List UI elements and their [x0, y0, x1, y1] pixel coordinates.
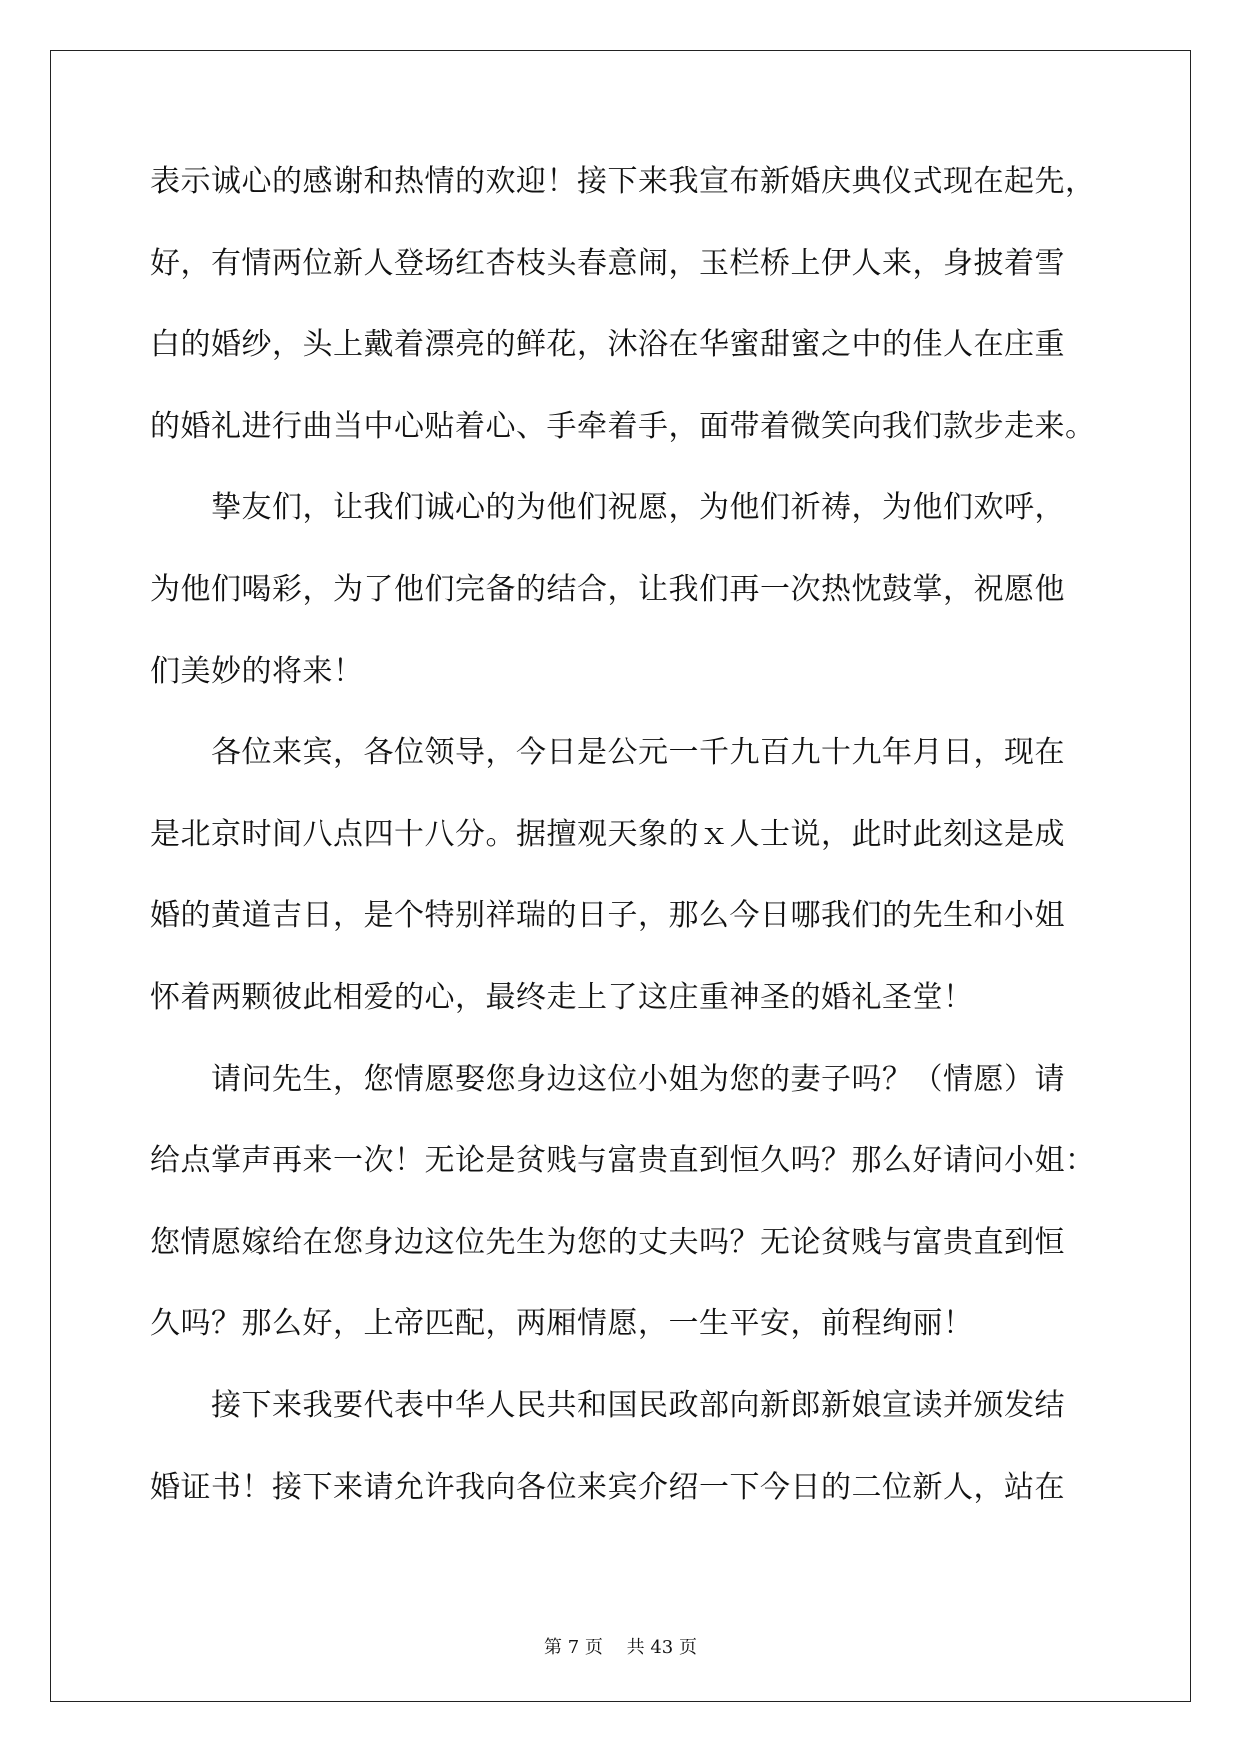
- page-number-footer: 第 7 页 共 43 页: [544, 1637, 697, 1658]
- text-line: 怀着两颗彼此相爱的心，最终走上了这庄重神圣的婚礼圣堂！: [150, 979, 974, 1015]
- text-line: 白的婚纱，头上戴着漂亮的鲜花，沐浴在华蜜甜蜜之中的佳人在庄重: [150, 327, 1065, 363]
- text-line: 的婚礼进行曲当中心贴着心、手牵着手，面带着微笑向我们款步走来。: [150, 408, 1096, 444]
- text-line: 您情愿嫁给在您身边这位先生为您的丈夫吗？无论贫贱与富贵直到恒: [150, 1224, 1065, 1260]
- text-line: 请问先生，您情愿娶您身边这位小姐为您的妻子吗？（情愿）请: [150, 1061, 1065, 1097]
- text-line: 各位来宾，各位领导，今日是公元一千九百九十九年月日，现在: [150, 735, 1065, 771]
- text-line: 婚证书！接下来请允许我向各位来宾介绍一下今日的二位新人，站在: [150, 1469, 1065, 1505]
- body-text: [150, 158, 1096, 1545]
- text-line: 挚友们，让我们诚心的为他们祝愿，为他们祈祷，为他们欢呼，: [150, 490, 1065, 526]
- text-line: 婚的黄道吉日，是个特别祥瑞的日子，那么今日哪我们的先生和小姐: [150, 898, 1065, 934]
- text-line: 表示诚心的感谢和热情的欢迎！接下来我宣布新婚庆典仪式现在起先，: [150, 164, 1096, 199]
- text-line: 为他们喝彩，为了他们完备的结合，让我们再一次热忱鼓掌，祝愿他: [150, 571, 1065, 607]
- text-line: 是北京时间八点四十八分。据擅观天象的ｘ人士说，此时此刻这是成: [150, 816, 1065, 852]
- text-line: 久吗？那么好，上帝匹配，两厢情愿，一生平安，前程绚丽！: [150, 1306, 974, 1342]
- text-line: 给点掌声再来一次！无论是贫贱与富贵直到恒久吗？那么好请问小姐：: [150, 1143, 1096, 1179]
- text-line: 接下来我要代表中华人民共和国民政部向新郎新娘宣读并颁发结: [150, 1387, 1065, 1423]
- text-line: 们美妙的将来！: [150, 653, 364, 689]
- text-line: 好，有情两位新人登场红杏枝头春意闹，玉栏桥上伊人来，身披着雪: [150, 245, 1065, 281]
